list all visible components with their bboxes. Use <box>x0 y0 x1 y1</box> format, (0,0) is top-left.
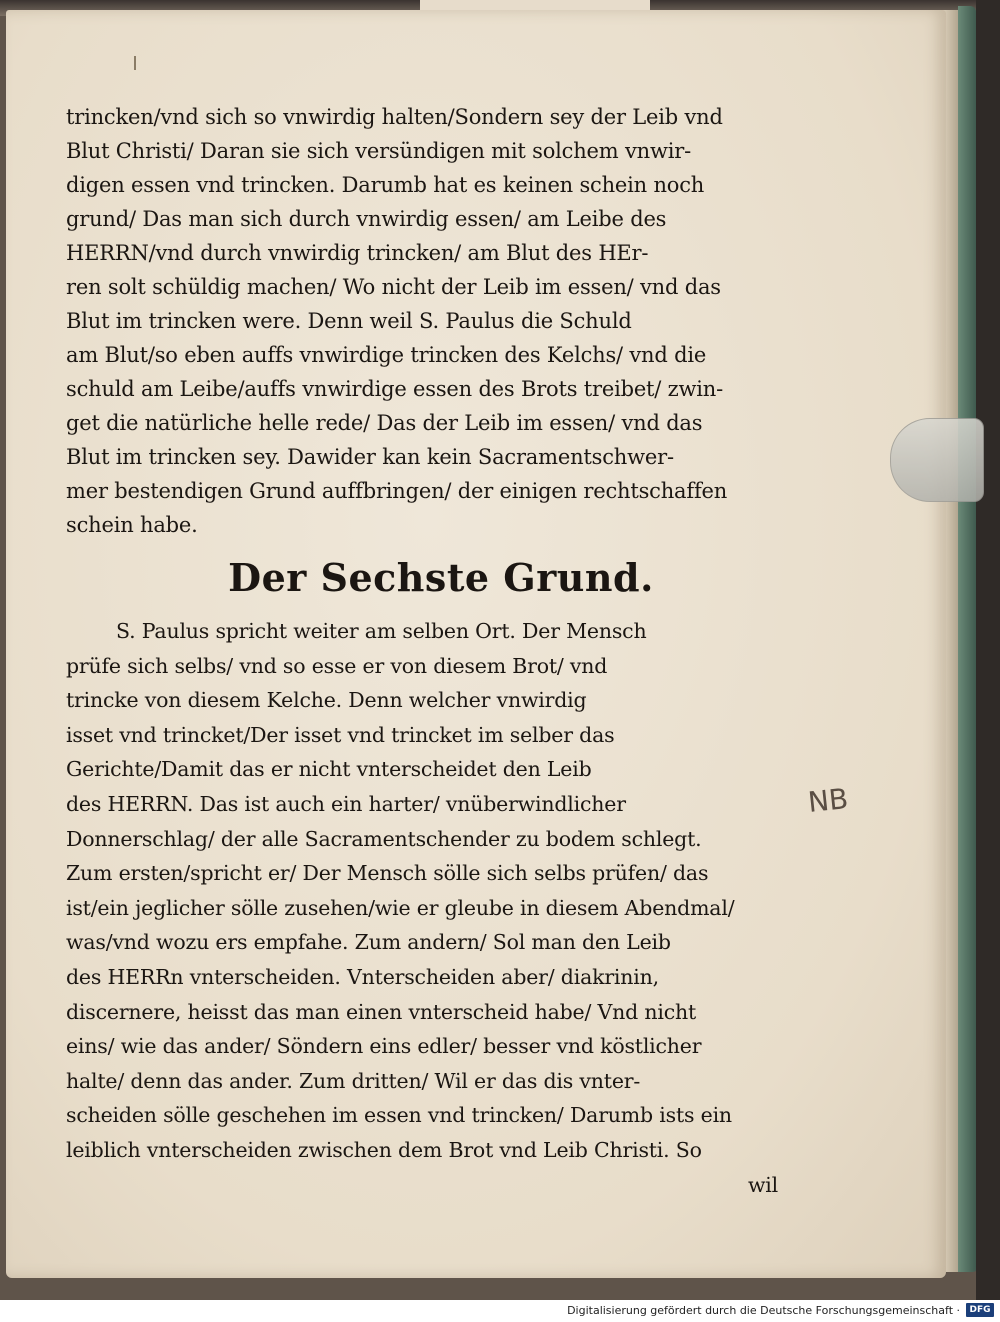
funding-credit: Digitalisierung gefördert durch die Deutsche Forschungsgemeinschaft · <box>567 1304 960 1317</box>
handwritten-margin-note: NB <box>806 781 850 820</box>
text-line: trincken/vnd sich so vnwirdig halten/Sondern sey der Leib vnd <box>66 105 723 129</box>
text-line: HERRN/vnd durch vnwirdig trincken/ am Blut des HEr- <box>66 241 649 265</box>
background-dark-strip <box>976 0 1000 1300</box>
text-line: leiblich vnterscheiden zwischen dem Brot vnd Leib Christi. So <box>66 1137 702 1162</box>
text-line: halte/ denn das ander. Zum dritten/ Wil er das dis vnter- <box>66 1068 641 1093</box>
catchword: wil <box>747 1172 778 1197</box>
text-line: ist/ein jeglicher sölle zusehen/wie er gleube in diesem Abendmal/ <box>66 895 735 920</box>
page-clip <box>890 418 984 502</box>
text-line: Blut Christi/ Daran sie sich versündigen mit solchem vnwir- <box>66 139 691 163</box>
text-line: S. Paulus spricht weiter am selben Ort. Der Mensch <box>116 619 647 643</box>
upper-paragraph <box>66 100 786 542</box>
text-line: des HERRn vnterscheiden. Vnterscheiden aber/ diakrinin, <box>66 964 659 989</box>
lower-paragraph <box>66 614 786 1202</box>
text-line: was/vnd wozu ers empfahe. Zum andern/ Sol man den Leib <box>66 930 671 955</box>
text-line: prüfe sich selbs/ vnd so esse er von diesem Brot/ vnd <box>66 653 608 678</box>
text-line: Blut im trincken sey. Dawider kan kein Sacramentschwer- <box>66 445 674 469</box>
text-line: des HERRN. Das ist auch ein harter/ vnüberwindlicher <box>66 791 626 816</box>
text-line: ren solt schüldig machen/ Wo nicht der Leib im essen/ vnd das <box>66 275 721 299</box>
dfg-logo: DFG <box>966 1303 994 1317</box>
text-line: Donnerschlag/ der alle Sacramentschender zu bodem schlegt. <box>66 826 702 851</box>
text-line: isset vnd trincket/Der isset vnd trincket im selber das <box>66 722 615 747</box>
text-line: grund/ Das man sich durch vnwirdig essen/ am Leibe des <box>66 207 667 231</box>
text-line: Gerichte/Damit das er nicht vnterscheidet den Leib <box>66 757 592 782</box>
footer-bar <box>0 1300 1000 1322</box>
text-line: Blut im trincken were. Denn weil S. Paulus die Schuld <box>66 309 632 333</box>
page-mark <box>134 56 136 70</box>
text-line: discernere, heisst das man einen vnterscheid habe/ Vnd nicht <box>66 999 697 1024</box>
text-line: eins/ wie das ander/ Söndern eins edler/ besser vnd köstlicher <box>66 1034 702 1059</box>
text-line: get die natürliche helle rede/ Das der Leib im essen/ vnd das <box>66 411 703 435</box>
page-text-block <box>66 100 786 1202</box>
text-line: Zum ersten/spricht er/ Der Mensch sölle sich selbs prüfen/ das <box>66 861 709 886</box>
text-line: am Blut/so eben auffs vnwirdige trincken des Kelchs/ vnd die <box>66 343 707 367</box>
text-line: schuld am Leibe/auffs vnwirdige essen des Brots treibet/ zwin- <box>66 377 724 401</box>
book-cover-edge <box>958 6 976 1272</box>
section-heading: Der Sechste Grund. <box>228 555 654 600</box>
text-line: scheiden sölle geschehen im essen vnd trincken/ Darumb ists ein <box>66 1103 732 1128</box>
text-line: digen essen vnd trincken. Darumb hat es keinen schein noch <box>66 173 705 197</box>
text-line: trincke von diesem Kelche. Denn welcher vnwirdig <box>66 688 587 713</box>
text-line: schein habe. <box>66 513 198 537</box>
text-line: mer bestendigen Grund auffbringen/ der einigen rechtschaffen <box>66 479 728 503</box>
